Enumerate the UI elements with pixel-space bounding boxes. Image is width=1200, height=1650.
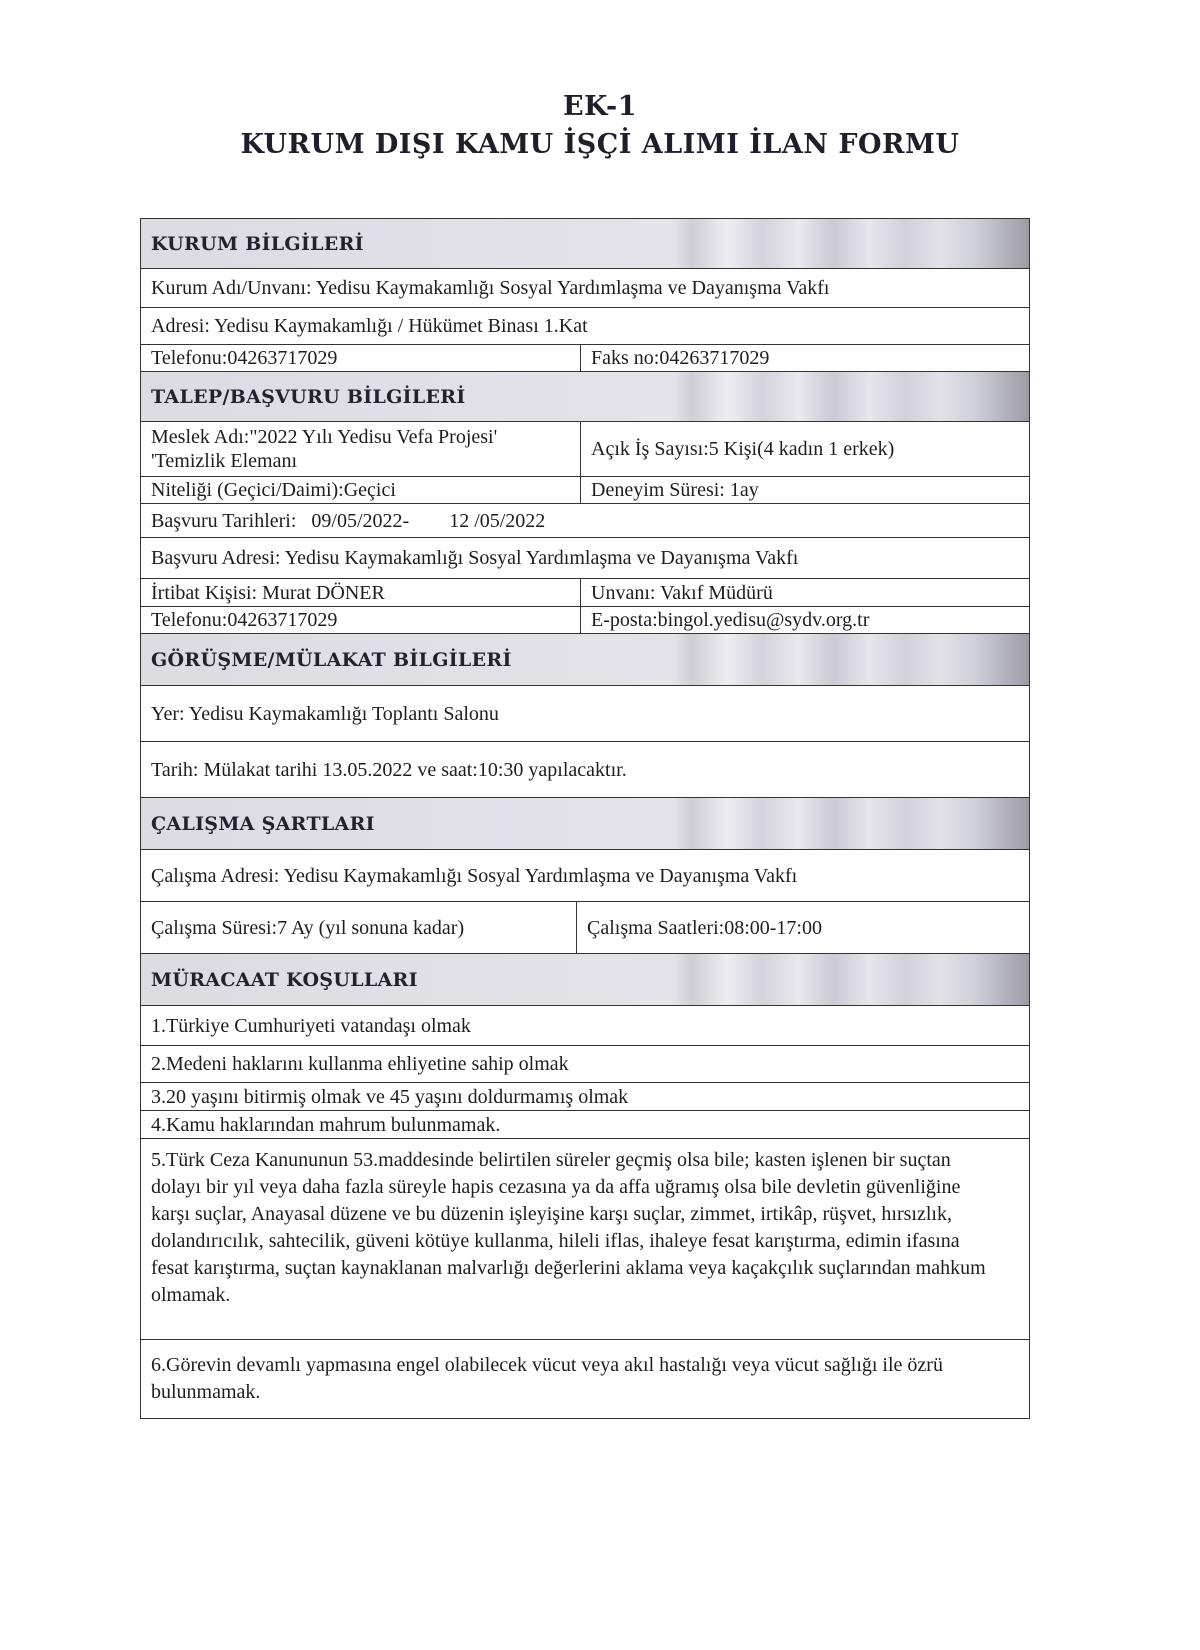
row-basvuru-adresi [141, 538, 1029, 579]
calisma-adresi: Çalışma Adresi: Yedisu Kaymakamlığı Sosyal Yardımlaşma ve Dayanışma Vakfı [151, 864, 798, 887]
irtibat-kisisi: İrtibat Kişisi: Murat DÖNER [141, 579, 581, 606]
meslek-adi [141, 422, 581, 476]
row-telefon-faks [141, 345, 1029, 372]
condition-item [141, 1046, 1029, 1083]
kurum-faks: Faks no:04263717029 [591, 347, 770, 369]
kurum-adres: Adresi: Yedisu Kaymakamlığı / Hükümet Binası 1.Kat [151, 315, 588, 337]
announcement-form [140, 218, 1030, 1419]
section-talep-header [141, 372, 1029, 422]
row-meslek [141, 422, 1029, 477]
section-gorusme-header [141, 634, 1029, 686]
meslek-adi-line1: Meslek Adı:"2022 Yılı Yedisu Vefa Projesi' [151, 426, 498, 448]
row-adres [141, 308, 1029, 345]
condition-3: 3.20 yaşını bitirmiş olmak ve 45 yaşını doldurmamış olmak [151, 1085, 629, 1108]
condition-6: 6.Görevin devamlı yapmasına engel olabilecek vücut veya akıl hastalığı veya vücut sağlığı ile özrü bulunmamak. [151, 1354, 943, 1403]
condition-1: 1.Türkiye Cumhuriyeti vatandaşı olmak [151, 1014, 471, 1037]
row-irtibat [141, 579, 1029, 607]
calisma-saatleri: Çalışma Saatleri:08:00-17:00 [587, 916, 822, 939]
condition-item [141, 1340, 1029, 1418]
calisma-suresi: Çalışma Süresi:7 Ay (yıl sonuna kadar) [141, 902, 577, 953]
gorusme-yer: Yer: Yedisu Kaymakamlığı Toplantı Salonu [151, 702, 499, 725]
row-nitelik [141, 477, 1029, 504]
condition-5: 5.Türk Ceza Kanununun 53.maddesinde belirtilen süreler geçmiş olsa bile; kasten işlenen bir suçtan dolayı bir yıl veya daha fazla süreyle hapis cezasına ya da affa uğramış olsa bile devletin güvenliğine karşı suçlar, Anayasal düzene ve bu düzenin işleyişine karşı suçlar, zimmet, irtikâp, rüşvet, hırsızlık, dolandırıcılık, sahtecilik, güveni kötüye kullanma, hileli iflas, ihaleye fesat karıştırma, edimin ifasına fesat karıştırma, suçtan kaynaklanan malvarlığı değerlerini aklama veya kaçakçılık suçlarından mahkum olmamak. [151, 1149, 986, 1306]
row-kurum-adi [141, 269, 1029, 308]
condition-item [141, 1083, 1029, 1111]
document-title [0, 88, 1200, 164]
row-gorusme-yer [141, 686, 1029, 742]
section-title: TALEP/BAŞVURU BİLGİLERİ [151, 385, 466, 408]
condition-4: 4.Kamu haklarından mahrum bulunmamak. [151, 1113, 501, 1136]
condition-2: 2.Medeni haklarını kullanma ehliyetine sahip olmak [151, 1053, 569, 1075]
section-kurum-header [141, 219, 1029, 269]
section-title: MÜRACAAT KOŞULLARI [151, 968, 418, 991]
acik-is-sayisi: Açık İş Sayısı:5 Kişi(4 kadın 1 erkek) [591, 438, 895, 460]
kurum-adi: Kurum Adı/Unvanı: Yedisu Kaymakamlığı Sosyal Yardımlaşma ve Dayanışma Vakfı [151, 277, 830, 299]
niteligi: Niteliği (Geçici/Daimi):Geçici [141, 477, 581, 503]
section-title: KURUM BİLGİLERİ [151, 232, 364, 255]
gorusme-tarih: Tarih: Mülakat tarihi 13.05.2022 ve saat:10:30 yapılacaktır. [151, 758, 627, 781]
form-title: KURUM DIŞI KAMU İŞÇİ ALIMI İLAN FORMU [240, 129, 960, 160]
annex-label: EK-1 [562, 91, 638, 122]
section-calisma-header [141, 798, 1029, 850]
section-title: GÖRÜŞME/MÜLAKAT BİLGİLERİ [151, 648, 512, 671]
kurum-telefon: Telefonu:04263717029 [141, 345, 581, 371]
basvuru-adresi: Başvuru Adresi: Yedisu Kaymakamlığı Sosyal Yardımlaşma ve Dayanışma Vakfı [151, 547, 799, 569]
condition-item [141, 1111, 1029, 1139]
meslek-adi-line2: 'Temizlik Elemanı [151, 450, 298, 472]
condition-item [141, 1006, 1029, 1046]
row-calisma-adresi [141, 850, 1029, 902]
row-calisma-sure [141, 902, 1029, 954]
irtibat-eposta: E-posta:bingol.yedisu@sydv.org.tr [591, 609, 870, 631]
deneyim-suresi: Deneyim Süresi: 1ay [591, 479, 759, 501]
irtibat-unvan: Unvanı: Vakıf Müdürü [591, 581, 773, 604]
basvuru-tarihleri: Başvuru Tarihleri: 09/05/2022- 12 /05/2022 [151, 509, 546, 532]
section-muracaat-header [141, 954, 1029, 1006]
section-title: ÇALIŞMA ŞARTLARI [151, 812, 375, 835]
irtibat-telefon: Telefonu:04263717029 [141, 607, 581, 633]
row-gorusme-tarih [141, 742, 1029, 798]
row-iletisim [141, 607, 1029, 634]
condition-item [141, 1139, 1029, 1340]
row-basvuru-tarihleri [141, 504, 1029, 538]
